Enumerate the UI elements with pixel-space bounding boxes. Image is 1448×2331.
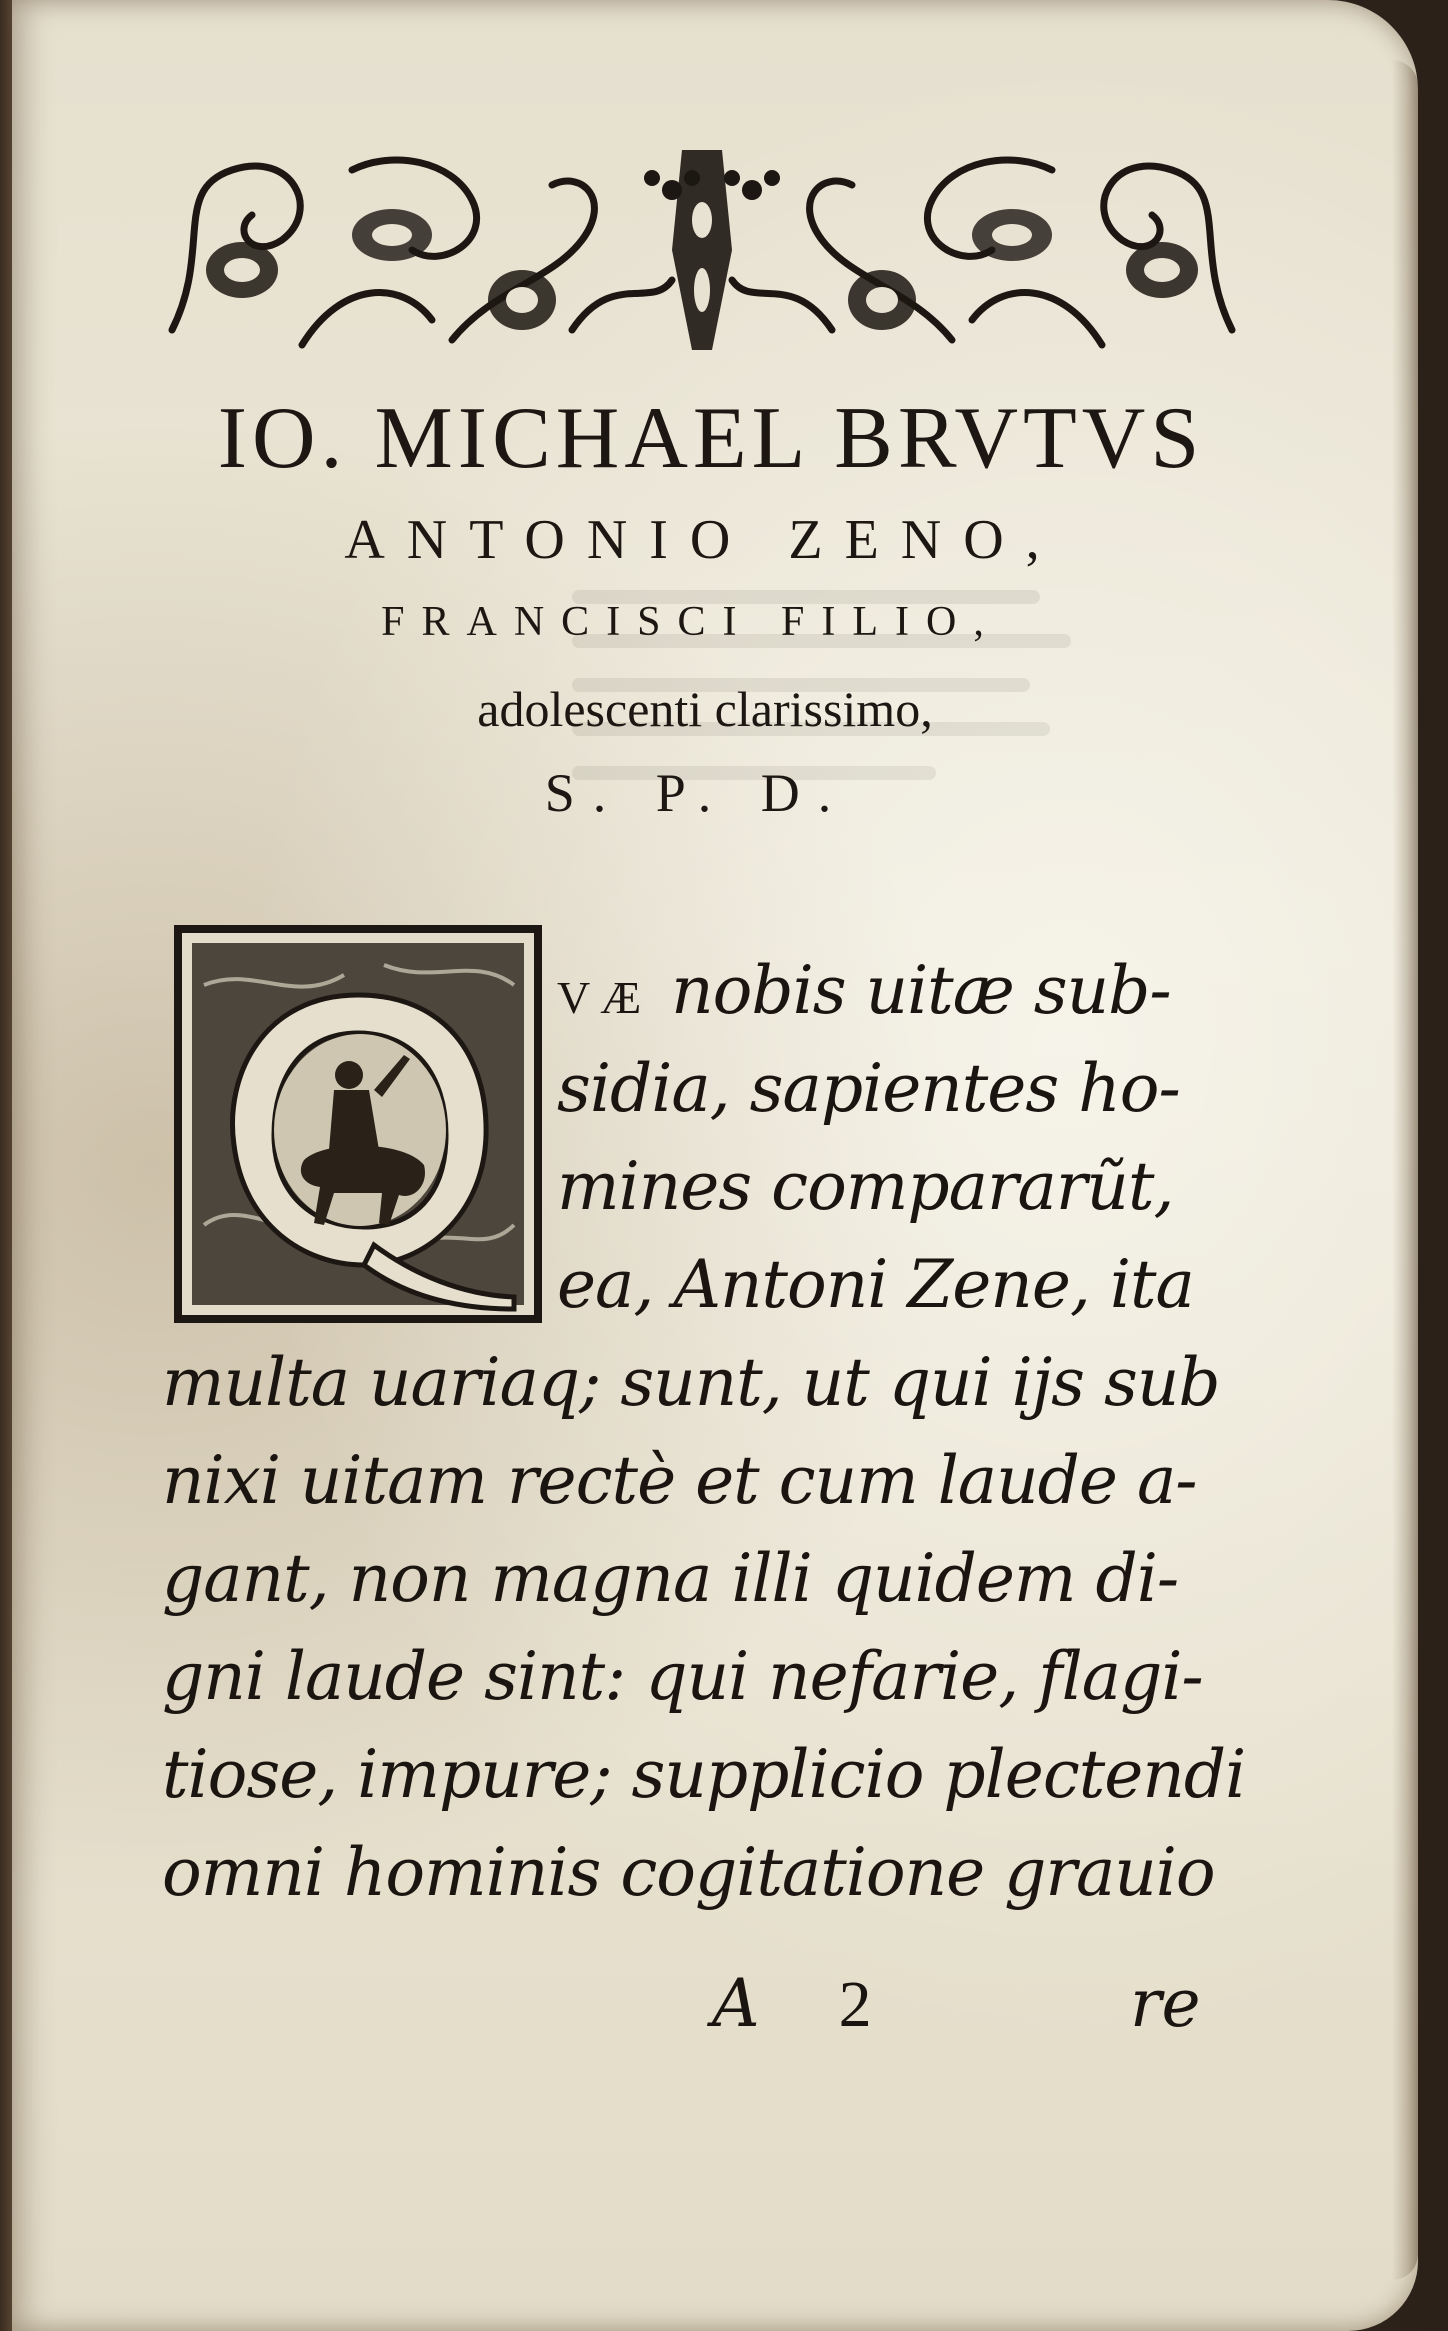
body-line-9: tiose, impure; supplicio plectendi <box>162 1736 1246 1813</box>
decorative-headpiece <box>152 130 1252 362</box>
body-line-6: nixi uitam rectè et cum laude a- <box>162 1442 1197 1519</box>
body-line-8: gni laude sint: qui nefarie, flagi- <box>162 1638 1203 1715</box>
signature-letter: A <box>712 1965 760 2042</box>
heading-epithet: adolescenti clarissimo, <box>477 681 933 737</box>
body-line-1 <box>557 952 1171 1029</box>
signature-mark <box>712 1965 872 2043</box>
heading-salutation: S. P. D. <box>544 763 850 823</box>
heading-recipient: ANTONIO ZENO, <box>344 509 1062 571</box>
heading-author: IO. MICHAEL BRVTVS <box>217 390 1205 487</box>
catchword: re <box>1130 1965 1201 2042</box>
page <box>12 0 1418 2331</box>
historiated-initial-q <box>174 925 542 1323</box>
body-line-10: omni hominis cogitatione grauio <box>162 1834 1215 1911</box>
initial-caps: VÆ <box>557 972 652 1023</box>
body-line-7: gant, non magna illi quidem di- <box>162 1540 1179 1617</box>
body-line-2: sidia, sapientes ho- <box>557 1050 1180 1127</box>
heading-father: FRANCISCI FILIO, <box>381 599 1001 645</box>
body-line-1-text: nobis uitæ sub- <box>671 952 1171 1029</box>
body-line-3: mines compararũt, <box>557 1148 1174 1225</box>
body-line-5: multa uariaq; sunt, ut qui ijs sub <box>162 1344 1220 1421</box>
body-line-4: ea, Antoni Zene, ita <box>557 1246 1194 1323</box>
signature-number: 2 <box>838 1968 872 2041</box>
